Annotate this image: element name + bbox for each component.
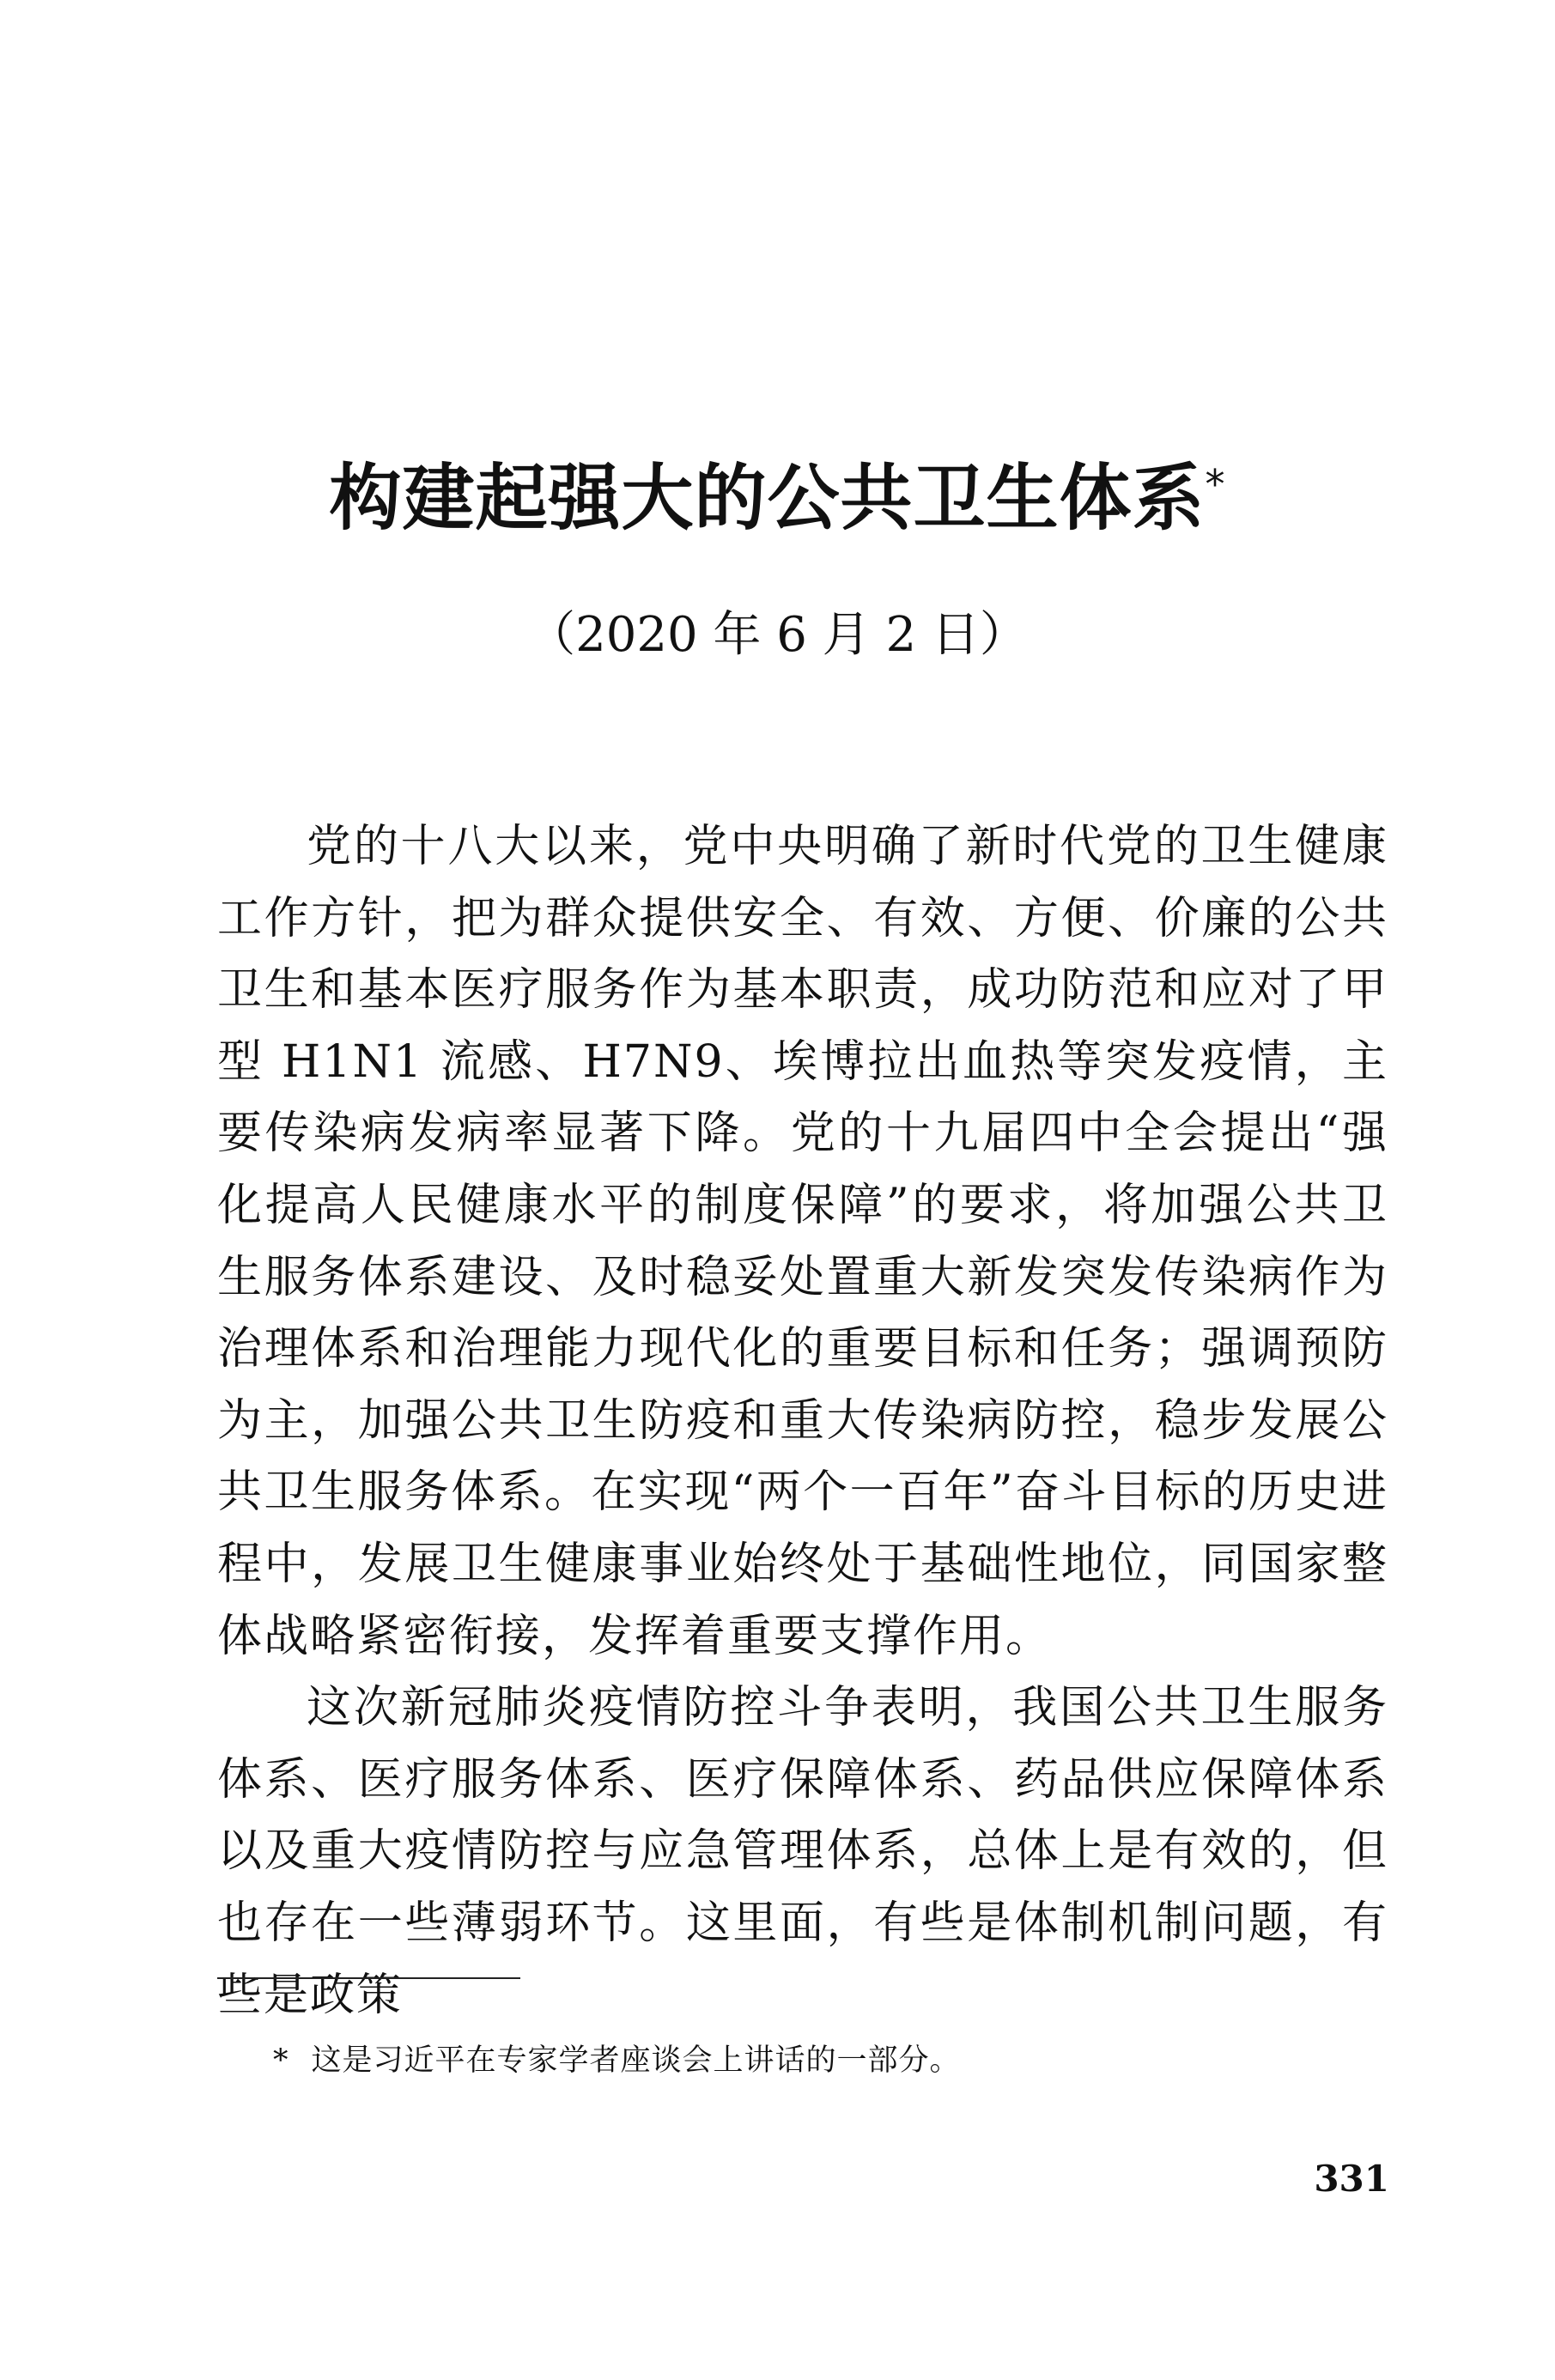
title-text: 构建起强大的公共卫生体系 xyxy=(329,456,1206,540)
footnote-divider xyxy=(217,1977,520,1979)
speech-date: （2020 年 6 月 2 日） xyxy=(527,607,1028,663)
footnote-mark: * xyxy=(273,2043,289,2078)
body-text xyxy=(217,811,1388,2031)
footnote xyxy=(273,2039,961,2082)
paragraph-1: 党的十八大以来，党中央明确了新时代党的卫生健康工作方针，把为群众提供安全、有效、方便、价廉的公共卫生和基本医疗服务作为基本职责，成功防范和应对了甲型 H1N1 流感、H7N9、埃博拉出血热等突发疫情，主要传染病发病率显著下降。党的十九届四中全会提出“强化提高人民健康水平的制度保障”的要求，将加强公共卫生服务体系建设、及时稳妥处置重大新发突发传染病作为治理体系和治理能力现代化的重要目标和任务；强调预防为主，加强公共卫生防疫和重大传染病防控，稳步发展公共卫生服务体系。在实现“两个一百年”奋斗目标的历史进程中，发展卫生健康事业始终处于基础性地位，同国家整体战略紧密衔接，发挥着重要支撑作用。 xyxy=(217,821,1388,1662)
footnote-text: 这是习近平在专家学者座谈会上讲话的一部分。 xyxy=(311,2043,961,2078)
page-number: 331 xyxy=(1314,2158,1389,2200)
title-footnote-mark: * xyxy=(1205,461,1226,507)
page-title xyxy=(215,451,1340,545)
paragraph-2: 这次新冠肺炎疫情防控斗争表明，我国公共卫生服务体系、医疗服务体系、医疗保障体系、药品供应保障体系以及重大疫情防控与应急管理体系，总体上是有效的，但也存在一些薄弱环节。这里面，有些是体制机制问题，有些是政策 xyxy=(217,1682,1388,2021)
